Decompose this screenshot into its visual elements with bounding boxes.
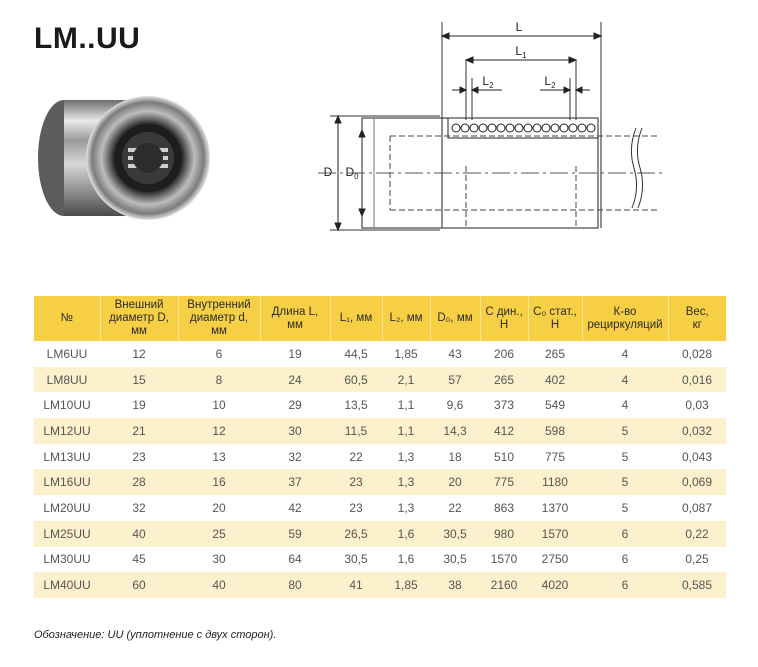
header-d0: D₀, мм: [430, 296, 480, 341]
table-cell: 2750: [541, 552, 569, 567]
table-cell: 45: [132, 552, 146, 567]
designation-note: Обозначение: UU (уплотнение с двух сторон).: [34, 629, 277, 641]
table-cell: 6: [215, 346, 223, 361]
table-cell: 9,6: [446, 398, 464, 413]
header-number: №: [34, 296, 100, 341]
table-cell: 5: [621, 500, 629, 515]
table-cell: 863: [493, 500, 515, 515]
dim-label-L1: L: [515, 44, 523, 58]
table-cell: 373: [493, 398, 515, 413]
table-cell: 598: [528, 418, 582, 444]
table-row: [34, 547, 726, 573]
table-cell: 1,85: [382, 572, 430, 598]
table-row: [34, 444, 726, 470]
table-cell: 38: [430, 572, 480, 598]
table-cell: 4020: [528, 572, 582, 598]
table-cell: 57: [430, 367, 480, 393]
table-cell: 510: [493, 449, 515, 464]
table-cell: 1,3: [382, 469, 430, 495]
table-cell: 32: [132, 500, 146, 515]
table-cell: 4: [621, 398, 629, 413]
table-cell: 37: [260, 469, 330, 495]
table-cell: 1,1: [397, 398, 415, 413]
table-body: [34, 341, 726, 598]
table-row: [34, 495, 726, 521]
table-cell: 5: [582, 469, 668, 495]
table-cell: 0,03: [685, 398, 709, 413]
table-cell: 265: [544, 346, 566, 361]
table-cell: 80: [260, 572, 330, 598]
header-recirculations: К-во рециркуляций: [582, 296, 668, 341]
table-cell: 4: [582, 367, 668, 393]
table-cell: 24: [260, 367, 330, 393]
svg-text:L1: [515, 44, 527, 60]
table-cell: 26,5: [330, 521, 382, 547]
table-cell: 5: [621, 449, 629, 464]
header-inner-diameter: Внутренний диаметр d, мм: [178, 296, 260, 341]
table-cell: 30,5: [443, 552, 467, 567]
svg-text:D0: $D_0$: [345, 165, 359, 181]
table-cell: 4: [621, 346, 629, 361]
table-cell: 22: [349, 449, 363, 464]
table-cell: 6: [582, 572, 668, 598]
table-cell: 44,5: [344, 346, 368, 361]
table-cell: 16: [178, 469, 260, 495]
table-cell: LM30UU: [43, 552, 91, 567]
bearing-photo: [36, 88, 216, 248]
table-cell: 23: [132, 449, 146, 464]
header-dynamic-load: С дин., Н: [480, 296, 528, 341]
header-outer-diameter: Внешний диаметр D, мм: [100, 296, 178, 341]
table-row: [34, 418, 726, 444]
table-row: [34, 521, 726, 547]
table-cell: 60: [100, 572, 178, 598]
header-l1: L₁, мм: [330, 296, 382, 341]
header-length: Длина L, мм: [260, 296, 330, 341]
table-row: [34, 392, 726, 418]
header-static-load: С₀ стат., Н: [528, 296, 582, 341]
page-title: LM..UU: [34, 22, 141, 55]
table-row: [34, 367, 726, 393]
table-cell: 775: [480, 469, 528, 495]
table-cell: 0,585: [668, 572, 726, 598]
table-cell: 412: [480, 418, 528, 444]
table-cell: 12: [132, 346, 146, 361]
table-cell: 206: [493, 346, 515, 361]
table-cell: 20: [430, 469, 480, 495]
table-cell: 0,016: [668, 367, 726, 393]
table-row: [34, 341, 726, 367]
table-cell: 0,043: [681, 449, 713, 464]
table-cell: 43: [448, 346, 462, 361]
specification-table: [34, 296, 726, 598]
table-cell: 29: [288, 398, 302, 413]
table-cell: 14,3: [430, 418, 480, 444]
table-cell: 402: [528, 367, 582, 393]
table-cell: 0,028: [681, 346, 713, 361]
header-l2: L₂, мм: [382, 296, 430, 341]
table-cell: 8: [178, 367, 260, 393]
svg-text:L2: $L_2$: [544, 74, 556, 90]
dim-label-D: D: [323, 165, 333, 179]
table-cell: 19: [132, 398, 146, 413]
table-cell: 0,069: [668, 469, 726, 495]
table-cell: LM40UU: [34, 572, 100, 598]
table-cell: 10: [212, 398, 226, 413]
dim-label-L2-right: L: [544, 74, 552, 88]
table-cell: 1,3: [397, 500, 415, 515]
table-cell: 1370: [541, 500, 569, 515]
table-cell: 12: [178, 418, 260, 444]
table-cell: 0,087: [681, 500, 713, 515]
table-cell: 28: [100, 469, 178, 495]
table-row: [34, 469, 726, 495]
table-cell: 6: [582, 521, 668, 547]
table-cell: 13: [212, 449, 226, 464]
table-cell: 1,1: [382, 418, 430, 444]
table-cell: 23: [330, 469, 382, 495]
table-cell: 59: [260, 521, 330, 547]
table-cell: 32: [288, 449, 302, 464]
table-cell: 265: [480, 367, 528, 393]
table-cell: 1,6: [382, 521, 430, 547]
dim-label-L1-sub: 1: [522, 51, 527, 60]
table-cell: 42: [288, 500, 302, 515]
table-cell: 1,6: [397, 552, 415, 567]
table-cell: 30,5: [430, 521, 480, 547]
table-cell: 1570: [528, 521, 582, 547]
table-cell: 30: [212, 552, 226, 567]
table-cell: 1,85: [394, 346, 418, 361]
technical-drawing: [318, 16, 664, 238]
table-cell: 0,032: [668, 418, 726, 444]
svg-text:L2: $L_2$: [482, 74, 494, 90]
table-cell: 21: [100, 418, 178, 444]
header-weight: Вес, кг: [668, 296, 726, 341]
table-cell: LM16UU: [34, 469, 100, 495]
table-cell: 20: [212, 500, 226, 515]
table-cell: LM6UU: [46, 346, 88, 361]
table-cell: 1570: [490, 552, 518, 567]
table-cell: 40: [178, 572, 260, 598]
table-cell: 13,5: [344, 398, 368, 413]
table-cell: 0,22: [668, 521, 726, 547]
table-cell: LM12UU: [34, 418, 100, 444]
table-cell: 18: [448, 449, 462, 464]
dim-label-L2-left: L: [482, 74, 490, 88]
table-cell: 980: [480, 521, 528, 547]
table-cell: 2,1: [382, 367, 430, 393]
table-cell: 25: [178, 521, 260, 547]
dim-label-L: L: [515, 20, 523, 34]
table-cell: 60,5: [330, 367, 382, 393]
table-cell: 22: [448, 500, 462, 515]
table-cell: 15: [100, 367, 178, 393]
table-cell: 1180: [528, 469, 582, 495]
table-cell: 1,3: [397, 449, 415, 464]
table-cell: 30: [260, 418, 330, 444]
table-cell: 30,5: [344, 552, 368, 567]
table-header-row: [34, 296, 726, 341]
table-cell: 5: [582, 418, 668, 444]
table-row: [34, 572, 726, 598]
table-cell: 0,25: [685, 552, 709, 567]
table-cell: 23: [349, 500, 363, 515]
table-cell: LM10UU: [43, 398, 91, 413]
table-cell: 775: [544, 449, 566, 464]
dim-label-D0: D: [345, 165, 355, 179]
table-cell: 549: [544, 398, 566, 413]
table-cell: LM20UU: [43, 500, 91, 515]
table-cell: 41: [330, 572, 382, 598]
table-cell: 11,5: [330, 418, 382, 444]
table-cell: 2160: [480, 572, 528, 598]
table-cell: 64: [288, 552, 302, 567]
table-cell: LM25UU: [34, 521, 100, 547]
table-cell: 19: [288, 346, 302, 361]
table-cell: LM13UU: [43, 449, 91, 464]
table-cell: 6: [621, 552, 629, 567]
table-cell: 40: [100, 521, 178, 547]
table-cell: LM8UU: [34, 367, 100, 393]
